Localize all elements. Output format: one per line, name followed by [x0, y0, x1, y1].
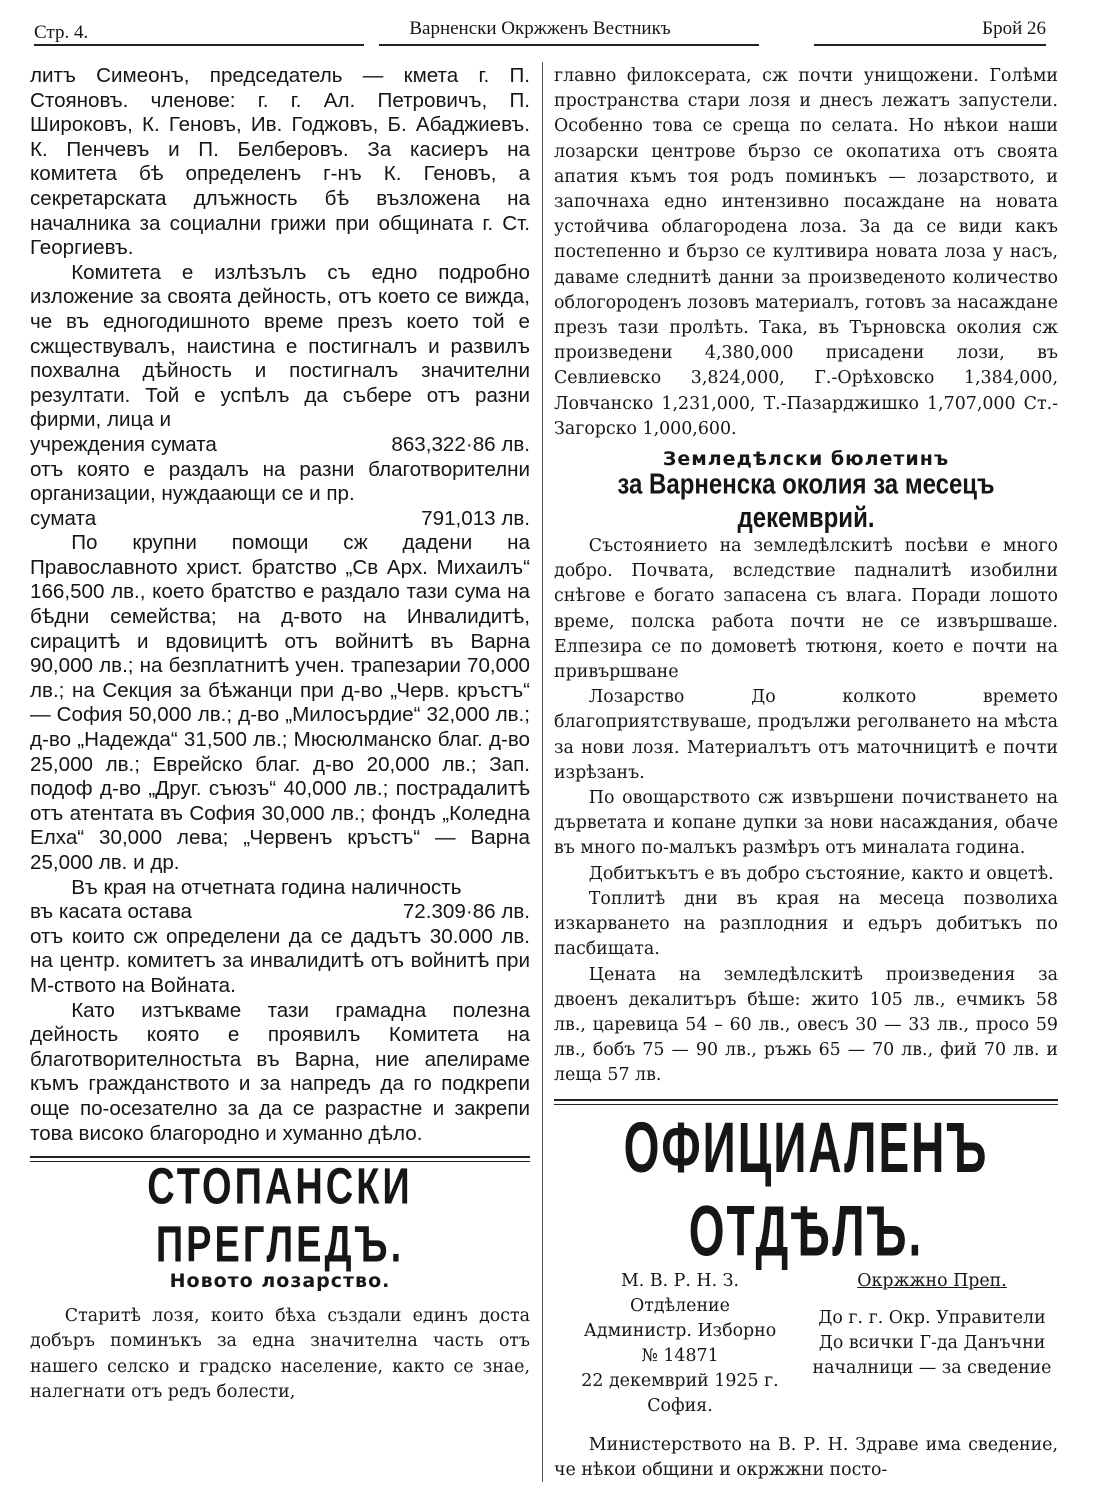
- section-title: СТОПАНСКИ ПРЕГЛЕДЪ.: [147, 1159, 413, 1274]
- amount-line: [30, 900, 530, 925]
- bulletin-subtitle: за Варненска околия за месецъ декемврий.: [617, 468, 995, 535]
- paragraph: Добитъкътъ е въ добро състояние, както и овцетѣ.: [588, 863, 1054, 884]
- issue-number: Брой 26: [982, 18, 1046, 39]
- amount-label: въ касата остава: [30, 900, 193, 924]
- recipient: началници — за сведение: [812, 1357, 1052, 1378]
- right-column: [554, 64, 1058, 1483]
- amount-value: 791,013 лв.: [421, 506, 530, 530]
- amount-label: учреждения сумата: [30, 432, 217, 456]
- paragraph: Комитета е излѣзълъ съ едно подробно изложение за своята дейность, отъ което се вижда, че въ едногодишното време презъ което той е сжществувалъ, наистина е постигналъ и развилъ похвална дѣйность и постигналъ значителни резултати. Той е успѣлъ да събере отъ разни фирми, лица и: [30, 260, 530, 432]
- paragraph: Въ края на отчетната година наличность: [71, 875, 462, 899]
- paragraph: Старитѣ лозя, които бѣха създали единъ доста добъръ поминъкъ за една значителна часть отъ нашего селско и градско население, както се знае, налегнати отъ редъ болести,: [30, 1306, 530, 1402]
- department: Отдѣление: [630, 1295, 730, 1316]
- header-rule-right: [814, 44, 1046, 46]
- paragraph: Цената на земледѣлскитѣ произведения за двоенъ декалитъръ бѣше: жито 105 лв., ечмикъ 58 лв., царевица 54 – 60 лв., овесъ 30 — 33 лв., просо 59 лв., бобъ 75 — 90 лв., ръжь 65 — 70 лв., фий 70 лв. и леща 57 лв.: [554, 964, 1058, 1086]
- paragraph: Лозарство До колкото времето благоприятствуваше, продължи реголването на мѣста за нови лозя. Материалътъ отъ маточницитѣ е почти изрѣзанъ.: [554, 687, 1058, 783]
- header-rule-center: [379, 44, 759, 46]
- paragraph: По крупни помощи сж дадени на Православното христ. братство „Св Арх. Михаилъ“ 166,500 лв., което братство е раздало тази сума на бѣдни семейства; на д-вото на Инвалидитѣ, сирацитѣ и вдовицитѣ отъ войнитѣ въ Варна 90,000 лв.; на безплатнитѣ учен. трапезарии 70,000 лв.; на Секция за бѣжанци при д-во „Черв. кръстъ“ — София 50,000 лв.; д-во „Милосърдие“ 32,000 лв.; д-во „Надежда“ 31,500 лв.; Мюсюлманско благ. д-во 25,000 лв.; Еврейско благ. д-во 20,000 лв.; Зап. подоф д-во „Друг. съюзъ“ 40,000 лв.; пострадалитѣ отъ атентата въ София 30,000 лв.; фондъ „Коледна Елха“ 30,000 лева; „Червенъ кръстъ“ — Варна 25,000 лв. и др.: [30, 531, 530, 874]
- paragraph: По овощарството сж извършени почистването на дърветата и копане дупки за нови насаждания, обаче въ много по-малъкъ размѣръ отъ миналата година.: [554, 788, 1058, 859]
- department-name: Администр. Изборно: [583, 1320, 777, 1341]
- page-header: [34, 18, 1046, 48]
- recipients-block: [806, 1269, 1058, 1419]
- column-divider: [542, 62, 543, 1482]
- section-divider: [554, 1099, 1058, 1105]
- bulletin-title: Земледѣлски бюлетинъ: [662, 448, 950, 471]
- page-number: Стр. 4.: [34, 22, 89, 43]
- circular-label: Окржжно Преп.: [857, 1270, 1007, 1291]
- left-column: [30, 64, 530, 1405]
- paragraph: главно филоксерата, сж почти унищожени. Голѣми пространства стари лозя и днесъ лежатъ запустели. Особенно това се среща по селата. Но нѣкои наши лозарски центрове бързо се окопатиха отъ своята апатия къмъ тоя родъ поминъкъ — лозарството, и започнаха едно интензивно посаждане на новата устойчива облагородена лоза. За да се види какъ постепенно и бързо се култивира новата лоза у насъ, даваме следнитѣ данни за произведеното количество облогороденъ лозовъ материалъ, готовъ за насаждане презъ тази пролѣть. Така, въ Търновска околия сж произведени 4,380,000 присадени лози, въ Севлиевско 3,824,000, Г.-Орѣховско 1,384,000, Ловчанско 1,231,000, Т.-Пазарджишко 1,707,000 Ст.-Загорско 1,000,600.: [554, 66, 1058, 439]
- ministry-name: М. В. Р. Н. З.: [620, 1270, 740, 1291]
- official-header-block: [554, 1269, 1058, 1419]
- paragraph: отъ която е раздалъ на разни благотворителни организации, нуждаающи се и пр.: [30, 457, 530, 506]
- ministry-block: [554, 1269, 806, 1419]
- document-place: София.: [647, 1395, 713, 1416]
- document-date: 22 декемврий 1925 г.: [581, 1370, 779, 1391]
- recipient: До всички Г-да Данъчни: [818, 1332, 1046, 1353]
- amount-label: сумата: [30, 506, 97, 530]
- article-title: Новото лозарство.: [169, 1270, 391, 1293]
- amount-value: 863,322·86 лв.: [391, 432, 530, 456]
- paragraph: Като изтъкваме тази грамадна полезна дейность която е проявилъ Комитета на благотворителностьта въ Варна, ние апелираме къмъ гражданството и за напредъ да го подкрепи още по-осезателно за да се разрастне и закрепи това високо благородно и хуманно дѣло.: [30, 998, 530, 1145]
- recipient: До г. г. Окр. Управители: [818, 1307, 1046, 1328]
- newspaper-title: Варненски Окржженъ Вестникъ: [409, 18, 671, 39]
- paragraph: отъ които сж определени да се дадътъ 30.000 лв. на центр. комитетъ за инвалидитѣ отъ войнитѣ при М-ството на Войната.: [30, 924, 530, 997]
- amount-value: 72.309·86 лв.: [402, 900, 530, 924]
- paragraph: Състоянието на земледѣлскитѣ посѣви е много добро. Почвата, вследствие падналитѣ изобилни снѣгове е богато запасена съ влага. Поради лошото време, полска работа почти не се извършваше. Елпезира се по домоветѣ тютюня, което е почти на привършване: [554, 536, 1058, 683]
- paragraph: литъ Симеонъ, председатель — кмета г. П. Стояновъ. членове: г. г. Ал. Петровичъ, П. Широковъ, К. Геновъ, Ив. Годжовъ, Б. Абаджиевъ. К. Пенчевъ и П. Белберовъ. За касиеръ на комитета бѣ определенъ г-нъ К. Геновъ, а секретарската длъжность бѣ възложена на началника за социални грижи при общината г. Ст. Георгиевъ.: [30, 64, 530, 260]
- paragraph: Топлитѣ дни въ края на месеца позволиха изкарването на разплодния и едъръ добитъкъ по пасбищата.: [554, 888, 1058, 960]
- header-rule-left: [34, 44, 364, 46]
- amount-line: [30, 507, 530, 532]
- document-number: № 14871: [641, 1345, 719, 1366]
- paragraph: Министерството на В. Р. Н. Здраве има сведение, че нѣкои общини и окржжни посто-: [554, 1434, 1058, 1480]
- amount-line: [30, 433, 530, 458]
- official-section-title: ОФИЦИАЛЕНЪ ОТДѢЛЪ.: [623, 1106, 989, 1271]
